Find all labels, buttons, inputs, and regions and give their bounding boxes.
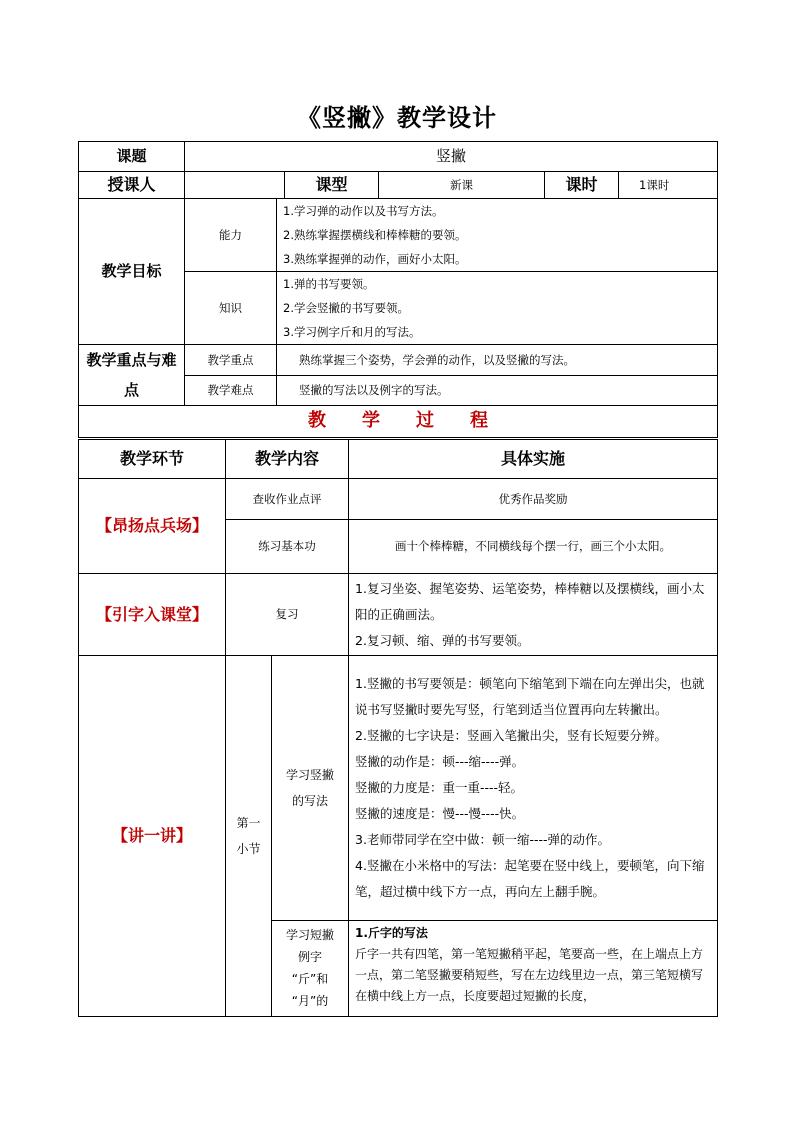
type-label: 课型 [285,172,379,199]
section-warmup-content-2: 练习基本功 [226,520,349,574]
ability-label: 能力 [185,199,277,272]
difficulty-value: 竖撇的写法以及例字的写法。 [277,376,718,406]
process-char: 过 [416,410,435,432]
section-warmup-label: 【昂扬点兵场】 [79,479,226,574]
ability-list [277,199,718,272]
topic-value: 竖撇 [185,142,718,172]
section-warmup-impl-2: 画十个棒棒糖，不同横线每个摆一行，画三个小太阳。 [349,520,718,574]
lesson-topic-line: 学习短撇 [286,928,335,942]
teacher-label: 授课人 [79,172,185,199]
ability-item: 1.学习弹的动作以及书写方法。 [283,204,444,218]
info-table [78,141,718,438]
section-lecture-label: 【讲一讲】 [79,656,226,1017]
lesson-impl-1 [349,656,718,921]
section-warmup-impl-1: 优秀作品奖励 [349,479,718,520]
page-title: 《竖撇》教学设计 [297,104,497,132]
section-intro-label: 【引字入课堂】 [79,574,226,656]
intro-impl-line: 2.复习顿、缩、弹的书写要领。 [355,632,530,648]
lesson-topic-2 [272,921,349,1017]
subsection-label [226,656,272,1017]
section-intro-impl [349,574,718,656]
lesson-impl-line: 3.老师带同学在空中做：顿一缩----弹的动作。 [355,832,610,847]
subsection-line: 第一 [236,816,261,830]
lesson-impl-line: 竖撇的速度是：慢---慢----快。 [355,806,525,821]
process-char: 学 [362,410,381,432]
hours-value: 1课时 [619,172,718,199]
lesson-impl-2 [349,921,718,1017]
goals-label: 教学目标 [79,199,185,345]
lesson-impl-text: 斤字一共有四笔，第一笔短撇稍平起，笔要高一些，在上端点上方一点，第二笔竖撇要稍短些，写在左边线里边一点，第三笔短横写在横中线上方一点，长度要超过短撇的长度， [355,947,704,1003]
process-char: 程 [470,410,489,432]
lesson-topic-line: 学习竖撇 [286,768,335,782]
lesson-impl-line: 竖撇的力度是：重一重----轻。 [355,780,524,795]
lesson-impl-line: 2.竖撇的七字诀是：竖画入笔撇出尖，竖有长短要分辨。 [355,728,667,743]
ability-item: 2.熟练掌握摆横线和棒棒糖的要领。 [283,228,467,242]
lesson-topic-line: 的写法 [292,794,329,808]
key-points-label: 教学重点与难点 [79,345,185,406]
knowledge-item: 3.学习例字斤和月的写法。 [283,325,421,339]
process-table [78,439,718,1017]
difficulty-label: 教学难点 [185,376,277,406]
topic-label: 课题 [79,142,185,172]
lesson-impl-line: 4.竖撇在小米格中的写法：起笔要在竖中线上，要顿笔，向下缩笔，超过横中线下方一点，再向左上翻手腕。 [355,858,705,899]
focus-value: 熟练掌握三个姿势，学会弹的动作，以及竖撇的写法。 [277,345,718,376]
section-intro-content: 复习 [226,574,349,656]
col-content-header: 教学内容 [226,440,349,479]
knowledge-label: 知识 [185,272,277,345]
focus-label: 教学重点 [185,345,277,376]
process-char: 教 [308,410,327,432]
section-warmup-content-1: 查收作业点评 [226,479,349,520]
ability-item: 3.熟练掌握弹的动作，画好小太阳。 [283,252,467,266]
lesson-impl-line: 1.竖撇的书写要领是：顿笔向下缩笔到下端在向左弹出尖，也就说书写竖撇时要先写竖，行笔到适当位置再向左转撇出。 [355,676,705,717]
lesson-topic-line: “斤”和 [291,972,329,986]
lesson-impl-heading: 1.斤字的写法 [355,926,428,940]
lesson-topic-line: “月”的 [291,994,329,1008]
col-impl-header: 具体实施 [349,440,718,479]
hours-label: 课时 [545,172,619,199]
lesson-impl-line: 竖撇的动作是：顿---缩----弹。 [355,754,525,769]
lesson-topic-line: 例字 [298,950,323,964]
subsection-line: 小节 [236,842,261,856]
teacher-value [185,172,285,199]
type-value: 新课 [379,172,545,199]
process-heading [79,406,718,438]
col-stage-header: 教学环节 [79,440,226,479]
knowledge-list [277,272,718,345]
knowledge-item: 2.学会竖撇的书写要领。 [283,301,409,315]
intro-impl-line: 1.复习坐姿、握笔姿势、运笔姿势，棒棒糖以及摆横线，画小太阳的正确画法。 [355,580,705,622]
knowledge-item: 1.弹的书写要领。 [283,277,375,291]
lesson-topic-1 [272,656,349,921]
